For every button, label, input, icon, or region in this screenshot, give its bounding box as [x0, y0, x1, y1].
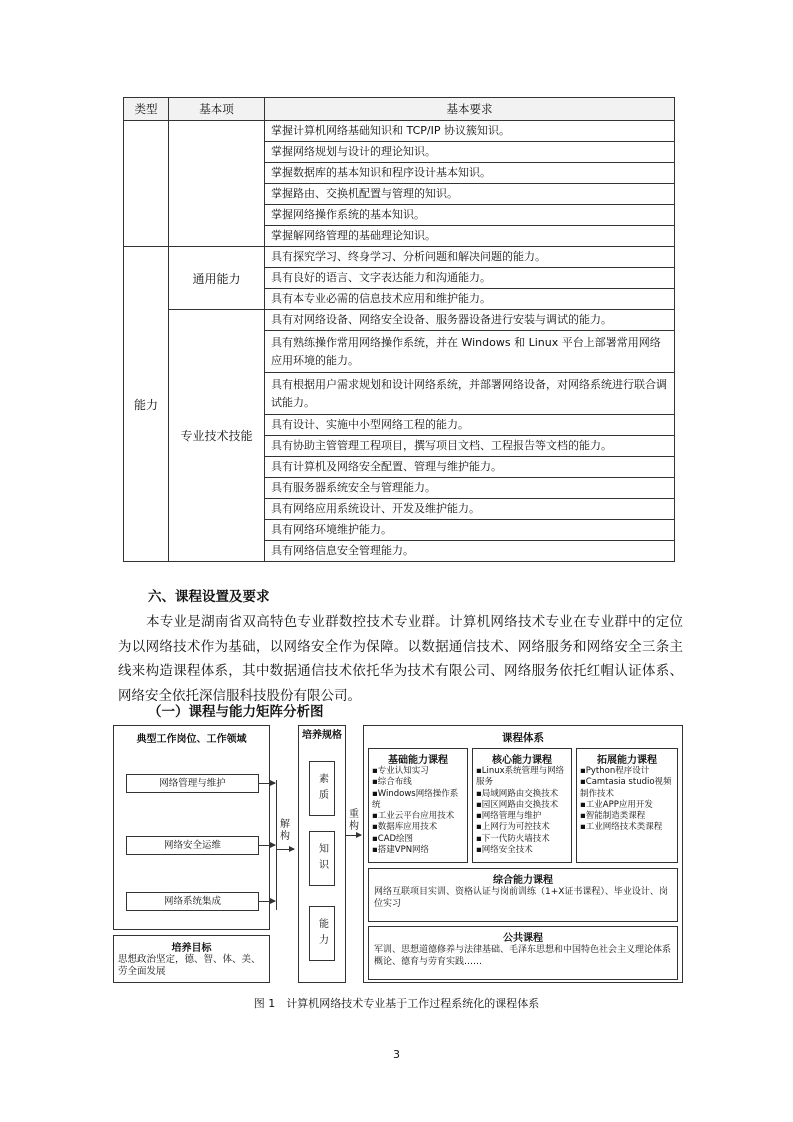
basic-course-item: ▪搭建VPN网络	[372, 845, 430, 856]
work-posts-title: 典型工作岗位、工作领域	[136, 734, 247, 745]
decompose-arrow	[276, 849, 294, 850]
category-cell-knowledge	[124, 121, 169, 247]
requirement-cell: 掌握数据库的基本知识和程序设计基本知识。	[265, 163, 675, 184]
core-course-item: ▪网络安全技术	[476, 845, 533, 856]
table-row	[124, 247, 675, 268]
training-goal-box	[113, 935, 270, 983]
table-row	[124, 310, 675, 331]
page-number: 3	[393, 1048, 400, 1061]
requirement-cell: 具有网络应用系统设计、开发及维护能力。	[265, 499, 675, 520]
comprehensive-courses-box	[368, 868, 678, 922]
core-courses-title: 核心能力课程	[492, 755, 552, 766]
requirement-cell: 具有服务器系统安全与管理能力。	[265, 478, 675, 499]
basic-course-item: ▪CAD绘图	[372, 833, 414, 844]
bracket-line	[276, 780, 277, 910]
requirement-cell: 掌握路由、交换机配置与管理的知识。	[265, 184, 675, 205]
requirement-cell: 具有协助主管管理工程项目，撰写项目文档、工程报告等文档的能力。	[265, 436, 675, 457]
basic-courses-box	[368, 748, 468, 863]
core-course-item: ▪局域网路由交换技术	[476, 788, 559, 799]
requirement-cell: 具有根据用户需求规划和设计网络系统，并部署网络设备，对网络系统进行联合调试能力。	[265, 373, 675, 415]
extension-courses-title: 拓展能力课程	[597, 755, 657, 766]
requirement-cell: 掌握网络操作系统的基本知识。	[265, 205, 675, 226]
comprehensive-courses-text: 网络互联项目实训、资格认证与岗前训练（1+X证书课程）、毕业设计、岗位实习	[374, 887, 668, 909]
basic-course-item: ▪综合布线	[372, 777, 412, 788]
basic-course-item: ▪专业认知实习	[372, 766, 429, 776]
extension-course-item: ▪工业APP应用开发	[580, 799, 653, 810]
requirement-cell: 掌握解网络管理的基础理论知识。	[265, 226, 675, 247]
spec-box	[298, 725, 346, 983]
header-item: 基本项	[169, 98, 265, 121]
basic-course-item: ▪工业云平台应用技术	[372, 811, 455, 822]
spec-knowledge: 知识	[309, 831, 335, 886]
extension-course-item: ▪Camtasia studio视频制作技术	[580, 777, 672, 799]
requirement-cell: 掌握计算机网络基础知识和 TCP/IP 协议簇知识。	[265, 121, 675, 142]
extension-course-item: ▪工业网络技术类课程	[580, 822, 663, 833]
requirement-cell: 掌握网络规划与设计的理论知识。	[265, 142, 675, 163]
extension-course-item: ▪Python程序设计	[580, 766, 650, 776]
category-cell-ability: 能力	[124, 247, 169, 562]
requirement-cell: 具有熟练操作常用网络操作系统，并在 Windows 和 Linux 平台上部署常用网络应用环境的能力。	[265, 331, 675, 373]
post-security-operations: 网络安全运维	[126, 836, 259, 855]
requirement-cell: 具有网络环境维护能力。	[265, 520, 675, 541]
spec-title: 培养规格	[302, 730, 342, 741]
body-paragraph: 本专业是湖南省双高特色专业群数控技术专业群。计算机网络技术专业在专业群中的定位为以网络技术作为基础，以网络安全作为保障。以数据通信技术、网络服务和网络安全三条主线来构造课程体系，其中数据通信技术依托华为技术有限公司、网络服务依托红帽认证体系、网络安全依托深信服科技股份有限公司。	[118, 614, 683, 704]
item-cell-general: 通用能力	[169, 247, 265, 310]
connector	[259, 901, 275, 902]
header-type: 类型	[124, 98, 169, 121]
core-course-item: ▪Linux系统管理与网络服务	[476, 766, 565, 788]
requirement-cell: 具有计算机及网络安全配置、管理与维护能力。	[265, 457, 675, 478]
requirements-table	[123, 97, 675, 562]
core-course-item: ▪网络管理与维护	[476, 811, 542, 822]
requirement-cell: 具有探究学习、终身学习、分析问题和解决问题的能力。	[265, 247, 675, 268]
item-cell-professional: 专业技术技能	[169, 310, 265, 562]
core-course-item: ▪下一代防火墙技术	[476, 833, 550, 844]
course-system-box	[363, 725, 683, 983]
requirement-cell: 具有对网络设备、网络安全设备、服务器设备进行安装与调试的能力。	[265, 310, 675, 331]
requirement-cell: 具有良好的语言、文字表达能力和沟通能力。	[265, 268, 675, 289]
figure-caption: 图 1 计算机网络技术专业基于工作过程系统化的课程体系	[253, 997, 540, 1010]
extension-courses-box	[576, 748, 678, 863]
public-courses-box	[368, 926, 678, 980]
requirement-cell: 具有本专业必需的信息技术应用和维护能力。	[265, 289, 675, 310]
basic-course-item: ▪数据库应用技术	[372, 822, 438, 833]
course-system-title: 课程体系	[502, 732, 544, 744]
table-row	[124, 121, 675, 142]
core-courses-box	[472, 748, 572, 863]
core-course-item: ▪上网行为可控技术	[476, 822, 550, 833]
public-courses-title: 公共课程	[503, 933, 543, 944]
training-goal-title: 培养目标	[171, 943, 212, 954]
extension-course-item: ▪智能制造类课程	[580, 811, 646, 822]
basic-courses-title: 基础能力课程	[388, 755, 448, 766]
requirement-cell: 具有网络信息安全管理能力。	[265, 541, 675, 562]
table-header-row	[124, 98, 675, 121]
item-cell-knowledge	[169, 121, 265, 247]
course-ability-diagram	[113, 725, 683, 985]
header-requirement: 基本要求	[265, 98, 675, 121]
reconstruct-label: 重构	[349, 809, 359, 832]
core-course-item: ▪园区网路由交换技术	[476, 799, 559, 810]
connector	[259, 783, 275, 784]
reconstruct-arrow	[346, 835, 361, 836]
connector	[259, 845, 275, 846]
spec-ability: 能力	[309, 906, 335, 961]
post-system-integration: 网络系统集成	[126, 892, 259, 911]
spec-quality: 素质	[309, 761, 335, 816]
training-goal-text: 思想政治坚定，德、智、体、美、劳全面发展	[118, 954, 261, 977]
requirement-cell: 具有设计、实施中小型网络工程的能力。	[265, 415, 675, 436]
decompose-label: 解构	[280, 819, 290, 842]
sub-heading: （一）课程与能力矩阵分析图	[148, 704, 324, 720]
section-heading: 六、课程设置及要求	[148, 589, 270, 605]
public-courses-text: 军训、思想道德修养与法律基础、毛泽东思想和中国特色社会主义理论体系概论、德育与劳育实践……	[374, 945, 672, 967]
work-posts-box	[113, 725, 270, 930]
post-network-management: 网络管理与维护	[126, 774, 259, 793]
basic-course-item: ▪Windows网络操作系统	[372, 788, 459, 810]
comprehensive-courses-title: 综合能力课程	[493, 875, 553, 886]
